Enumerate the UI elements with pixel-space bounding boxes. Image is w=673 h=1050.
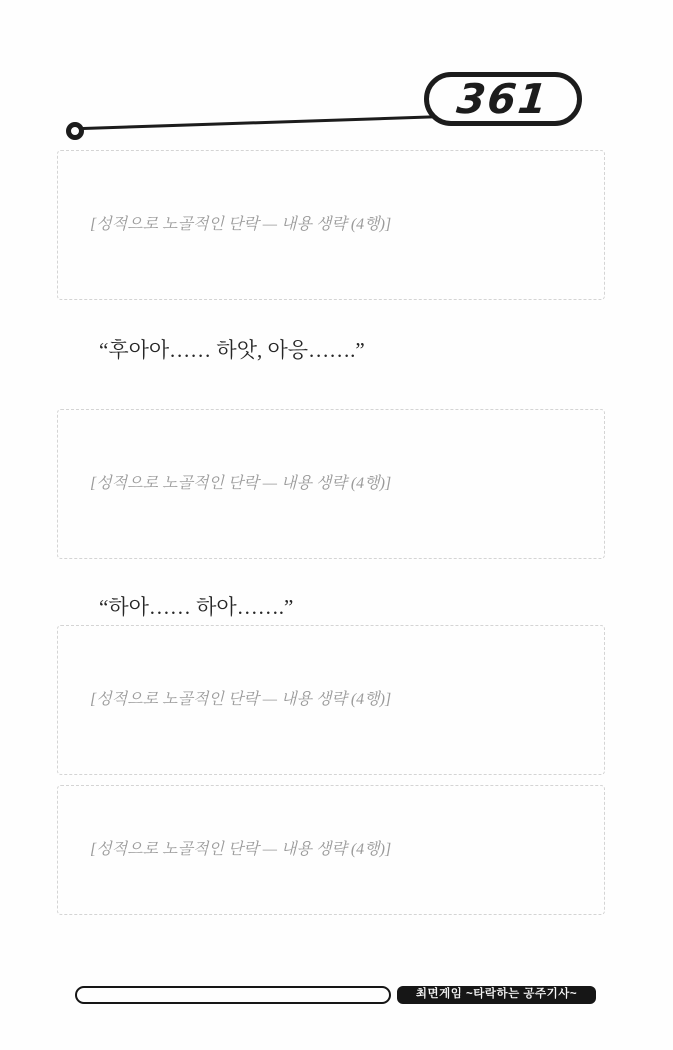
page-number: 361 xyxy=(454,74,552,123)
header-ring-ornament xyxy=(66,122,84,140)
paragraph-redacted-4: [성적으로 노골적인 단락 — 내용 생략 (4행)] xyxy=(57,785,605,915)
footer-title-badge xyxy=(397,986,596,1004)
dialogue-line-2: “하아…… 하아…….” xyxy=(99,595,294,619)
header-rule-line xyxy=(83,115,451,130)
page-number-badge xyxy=(424,72,582,126)
footer-pill-ornament xyxy=(75,986,391,1004)
dialogue-line-1: “후아아…… 하앗, 아응…….” xyxy=(99,338,365,362)
series-title: 최면게임 ~타락하는 공주기사~ xyxy=(415,988,578,1001)
paragraph-redacted-2: [성적으로 노골적인 단락 — 내용 생략 (4행)] xyxy=(57,409,605,559)
paragraph-redacted-3: [성적으로 노골적인 단락 — 내용 생략 (4행)] xyxy=(57,625,605,775)
paragraph-redacted-1: [성적으로 노골적인 단락 — 내용 생략 (4행)] xyxy=(57,150,605,300)
